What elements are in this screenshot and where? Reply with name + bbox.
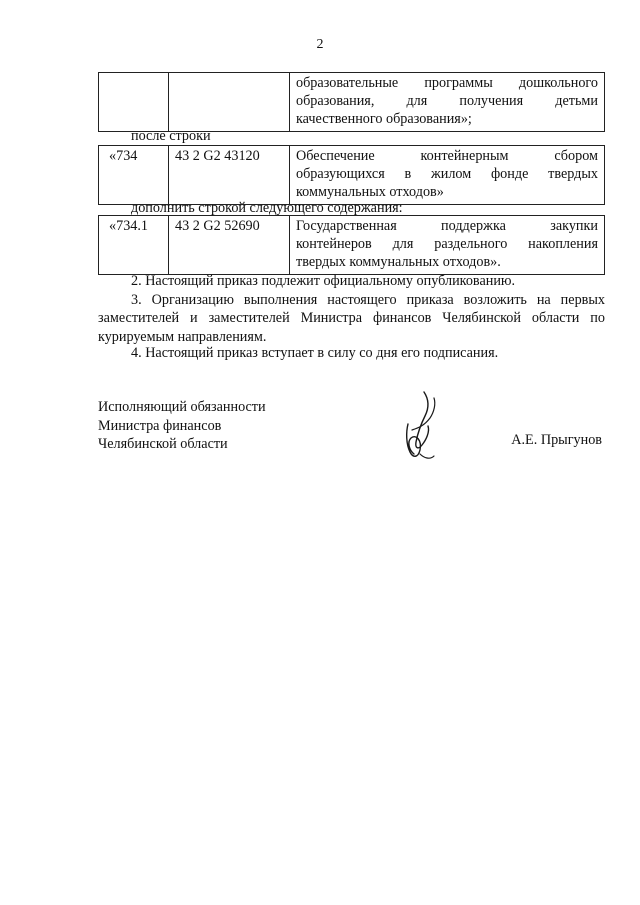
table-row bbox=[99, 73, 605, 132]
kbk-cell: 43 2 G2 43120 bbox=[169, 146, 290, 205]
code-cell bbox=[99, 73, 169, 132]
signature-icon bbox=[394, 388, 450, 468]
description-line: коммунальных отходов» bbox=[296, 184, 444, 201]
description-line: качественного образования»; bbox=[296, 111, 472, 128]
after-row-label: после строки bbox=[131, 128, 211, 144]
add-row-label: дополнить строкой следующего содержания: bbox=[131, 200, 403, 216]
kbk-cell bbox=[169, 73, 290, 132]
paragraph-2 bbox=[98, 272, 605, 290]
handwritten-signature bbox=[394, 388, 450, 474]
code-cell: «734 bbox=[99, 146, 169, 205]
description-line: Обеспечение контейнерным сбором bbox=[296, 148, 598, 164]
budget-table-new-row bbox=[98, 215, 605, 275]
table-row bbox=[99, 216, 605, 275]
budget-table-existing-row bbox=[98, 145, 605, 205]
description-cell bbox=[290, 216, 605, 275]
signer-position-line: Исполняющий обязанности bbox=[98, 399, 266, 415]
kbk-cell: 43 2 G2 52690 bbox=[169, 216, 290, 275]
paragraph-text: 2. Настоящий приказ подлежит официальному опубликованию. bbox=[131, 273, 516, 289]
description-line: образующихся в жилом фонде твердых bbox=[296, 166, 598, 183]
paragraph-text: курируемым направлениям. bbox=[98, 328, 267, 345]
description-line: Государственная поддержка закупки bbox=[296, 218, 598, 234]
description-cell bbox=[290, 146, 605, 205]
description-line: контейнеров для раздельного накопления bbox=[296, 236, 598, 253]
paragraph-text: 4. Настоящий приказ вступает в силу со дня его подписания. bbox=[131, 345, 499, 361]
description-line: твердых коммунальных отходов». bbox=[296, 254, 501, 271]
paragraph-text: заместителей и заместителей Министра финансов Челябинской области по bbox=[98, 310, 605, 327]
code-cell: «734.1 bbox=[99, 216, 169, 275]
table-row bbox=[99, 146, 605, 205]
signer-position-line: Челябинской области bbox=[98, 436, 228, 453]
signer-position-line: Министра финансов bbox=[98, 417, 222, 434]
signer-position bbox=[98, 398, 266, 454]
paragraph-3 bbox=[98, 291, 605, 346]
description-line: образования, для получения детьми bbox=[296, 93, 598, 110]
signer-name: А.Е. Прыгунов bbox=[511, 432, 602, 448]
paragraph-4 bbox=[98, 344, 605, 362]
paragraph-text: 3. Организацию выполнения настоящего приказа возложить на первых bbox=[131, 292, 605, 308]
budget-table-continuation bbox=[98, 72, 605, 132]
page-number: 2 bbox=[316, 37, 324, 52]
description-cell bbox=[290, 73, 605, 132]
description-line: образовательные программы дошкольного bbox=[296, 75, 598, 91]
